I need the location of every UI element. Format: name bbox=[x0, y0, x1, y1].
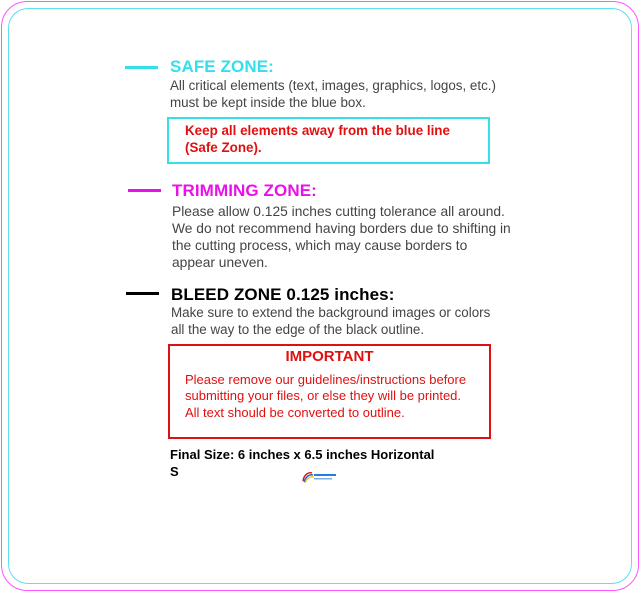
trimming-zone-line: appear uneven. bbox=[172, 255, 268, 270]
trimming-zone-line: We do not recommend having borders due to shifting in bbox=[172, 221, 511, 236]
bleed-zone-color-dash bbox=[126, 292, 159, 295]
safe-zone-line: All critical elements (text, images, graphics, logos, etc.) bbox=[170, 78, 496, 93]
safe-zone-description bbox=[170, 78, 510, 111]
safe-zone-color-dash bbox=[125, 66, 158, 69]
safe-zone-callout-text bbox=[185, 122, 485, 156]
safe-zone-line: must be kept inside the blue box. bbox=[170, 94, 366, 110]
bleed-zone-line: Make sure to extend the background images or colors bbox=[171, 305, 491, 320]
trimming-zone-heading: TRIMMING ZONE: bbox=[172, 181, 317, 200]
bleed-zone-heading: BLEED ZONE 0.125 inches: bbox=[171, 285, 395, 304]
bleed-zone-description bbox=[171, 305, 501, 338]
important-notice-text bbox=[185, 372, 485, 421]
safe-zone-heading: SAFE ZONE: bbox=[170, 57, 274, 76]
safe-zone-callout-box bbox=[167, 117, 490, 164]
safe-zone-callout-line: (Safe Zone). bbox=[185, 140, 262, 155]
important-notice-box bbox=[168, 344, 491, 439]
trimming-zone-line: Please allow 0.125 inches cutting tolerance all around. bbox=[172, 204, 505, 219]
important-title: IMPORTANT bbox=[285, 348, 374, 365]
bleed-zone-line: all the way to the edge of the black outline. bbox=[171, 321, 425, 337]
important-line: Please remove our guidelines/instructions before bbox=[185, 372, 467, 387]
final-size-line: S bbox=[170, 464, 179, 479]
trimming-zone-color-dash bbox=[128, 189, 161, 192]
final-size-line: Final Size: 6 inches x 6.5 inches Horizontal bbox=[170, 447, 435, 462]
trimming-zone-line: the cutting process, which may cause borders to bbox=[172, 238, 468, 253]
important-line: All text should be converted to outline. bbox=[185, 404, 405, 420]
safe-zone-callout-line: Keep all elements away from the blue line bbox=[185, 123, 450, 138]
printer-logo-icon bbox=[300, 470, 338, 484]
important-line: submitting your files, or else they will be printed. bbox=[185, 388, 462, 404]
trimming-zone-description bbox=[172, 203, 522, 271]
